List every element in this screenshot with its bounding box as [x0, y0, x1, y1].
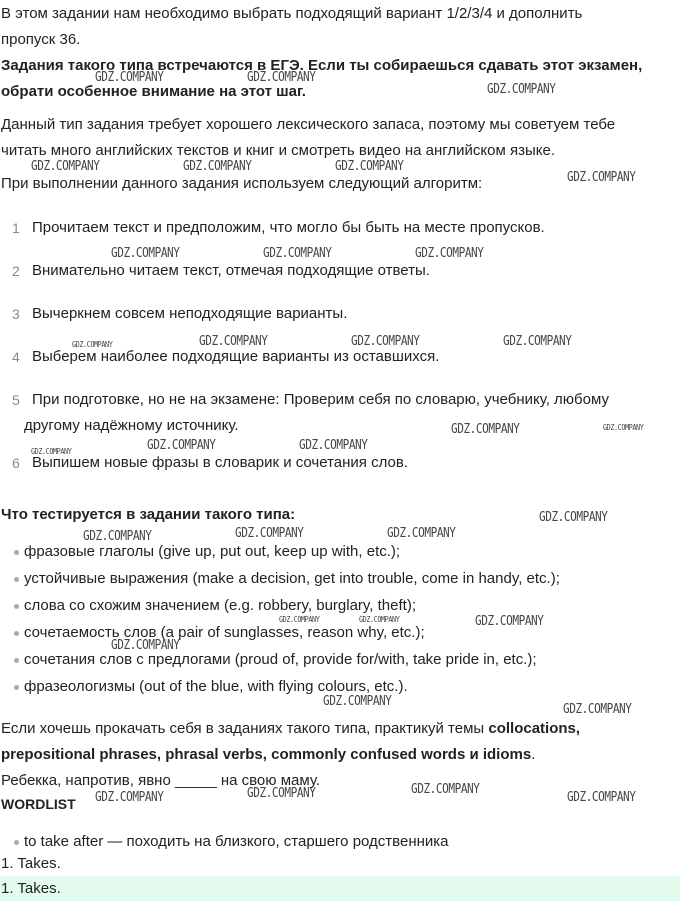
step-text: Внимательно читаем текст, отмечая подходящие ответы. — [32, 262, 430, 279]
watermark: GDZ.COMPANY — [387, 526, 456, 541]
practice-topics: prepositional phrases, phrasal verbs, commonly confused words и idioms — [1, 746, 532, 763]
watermark: GDZ.COMPANY — [335, 159, 404, 174]
watermark: GDZ.COMPANY — [147, 438, 216, 453]
intro-line-1: В этом задании нам необходимо выбрать подходящий вариант 1/2/3/4 и дополнить — [1, 5, 583, 22]
practice-topic: collocations, — [488, 720, 581, 737]
exam-note-line-1: Задания такого типа встречаются в ЕГЭ. Если ты собираешься сдавать этот экзамен, — [1, 57, 643, 74]
watermark: GDZ.COMPANY — [415, 246, 484, 261]
watermark: GDZ.COMPANY — [603, 423, 644, 432]
watermark: GDZ.COMPANY — [351, 334, 420, 349]
step-number: 6 — [12, 455, 20, 471]
bullet-icon — [14, 658, 19, 663]
vocab-advice-line-1: Данный тип задания требует хорошего лексического запаса, поэтому мы советуем тебе — [1, 116, 616, 133]
watermark: GDZ.COMPANY — [263, 246, 332, 261]
watermark: GDZ.COMPANY — [539, 510, 608, 525]
watermark: GDZ.COMPANY — [247, 70, 316, 85]
step-text: При подготовке, но не на экзамене: Проверим себя по словарю, учебнику, любому — [32, 391, 609, 408]
example-sentence: Ребекка, напротив, явно _____ на свою маму. — [1, 772, 320, 789]
step-number: 1 — [12, 220, 20, 236]
watermark: GDZ.COMPANY — [451, 422, 520, 437]
practice-line-1 — [1, 716, 676, 742]
list-item-text: слова со схожим значением (e.g. robbery, burglary, theft); — [24, 597, 416, 614]
watermark: GDZ.COMPANY — [31, 447, 72, 456]
wordlist-entry: to take after — походить на близкого, старшего родственника — [24, 833, 449, 850]
step-item — [0, 387, 676, 439]
practice-end: . — [531, 746, 536, 763]
watermark: GDZ.COMPANY — [411, 782, 480, 797]
list-item-text: сочетания слов с предлогами (proud of, provide for/with, take pride in, etc.); — [24, 651, 537, 668]
watermark: GDZ.COMPANY — [95, 70, 164, 85]
watermark: GDZ.COMPANY — [183, 159, 252, 174]
watermark: GDZ.COMPANY — [503, 334, 572, 349]
watermark: GDZ.COMPANY — [487, 82, 556, 97]
watermark: GDZ.COMPANY — [359, 615, 400, 624]
step-number: 4 — [12, 349, 20, 365]
bullet-icon — [14, 550, 19, 555]
intro-line-2: пропуск 36. — [1, 31, 81, 48]
list-item-text: фразовые глаголы (give up, put out, keep up with, etc.); — [24, 543, 401, 560]
list-item-text: устойчивые выражения (make a decision, get into trouble, come in handy, etc.); — [24, 570, 560, 587]
watermark: GDZ.COMPANY — [323, 694, 392, 709]
practice-line-2 — [1, 742, 676, 768]
watermark: GDZ.COMPANY — [95, 790, 164, 805]
watermark: GDZ.COMPANY — [83, 529, 152, 544]
watermark: GDZ.COMPANY — [199, 334, 268, 349]
list-item-text: фразеологизмы (out of the blue, with flying colours, etc.). — [24, 678, 408, 695]
step-text: Выпишем новые фразы в словарик и сочетания слов. — [32, 454, 408, 471]
algorithm-intro: При выполнении данного задания используем следующий алгоритм: — [1, 175, 483, 192]
bullet-icon — [14, 577, 19, 582]
bullet-icon — [14, 604, 19, 609]
watermark: GDZ.COMPANY — [567, 790, 636, 805]
answer-text: 1. Takes. — [1, 880, 61, 897]
watermark: GDZ.COMPANY — [475, 614, 544, 629]
step-number: 2 — [12, 263, 20, 279]
step-number: 5 — [12, 392, 20, 408]
step-text: Вычеркнем совсем неподходящие варианты. — [32, 305, 348, 322]
bullet-icon — [14, 685, 19, 690]
wordlist-heading: WORDLIST — [1, 796, 76, 812]
bullet-icon — [14, 840, 19, 845]
watermark: GDZ.COMPANY — [567, 170, 636, 185]
step-text: Прочитаем текст и предположим, что могло бы быть на месте пропусков. — [32, 219, 545, 236]
watermark: GDZ.COMPANY — [279, 615, 320, 624]
answer-line: 1. Takes. — [1, 855, 61, 872]
watermark: GDZ.COMPANY — [563, 702, 632, 717]
watermark: GDZ.COMPANY — [72, 340, 113, 349]
step-number: 3 — [12, 306, 20, 322]
bullet-icon — [14, 631, 19, 636]
practice-text: Если хочешь прокачать себя в заданиях такого типа, практикуй темы — [1, 720, 489, 737]
watermark: GDZ.COMPANY — [111, 638, 180, 653]
step-text: Выберем наиболее подходящие варианты из оставшихся. — [32, 348, 440, 365]
vocab-advice-line-2: читать много английских текстов и книг и смотреть видео на английском языке. — [1, 142, 555, 159]
tested-heading: Что тестируется в задании такого типа: — [1, 506, 296, 523]
answer-box — [0, 876, 680, 901]
watermark: GDZ.COMPANY — [235, 526, 304, 541]
watermark: GDZ.COMPANY — [31, 159, 100, 174]
watermark: GDZ.COMPANY — [299, 438, 368, 453]
watermark: GDZ.COMPANY — [111, 246, 180, 261]
list-item-text: сочетаемость слов (a pair of sunglasses, reason why, etc.); — [24, 624, 425, 641]
watermark: GDZ.COMPANY — [247, 786, 316, 801]
step-text-continued: другому надёжному источнику. — [24, 417, 239, 434]
exam-note-line-2: обрати особенное внимание на этот шаг. — [1, 83, 306, 100]
